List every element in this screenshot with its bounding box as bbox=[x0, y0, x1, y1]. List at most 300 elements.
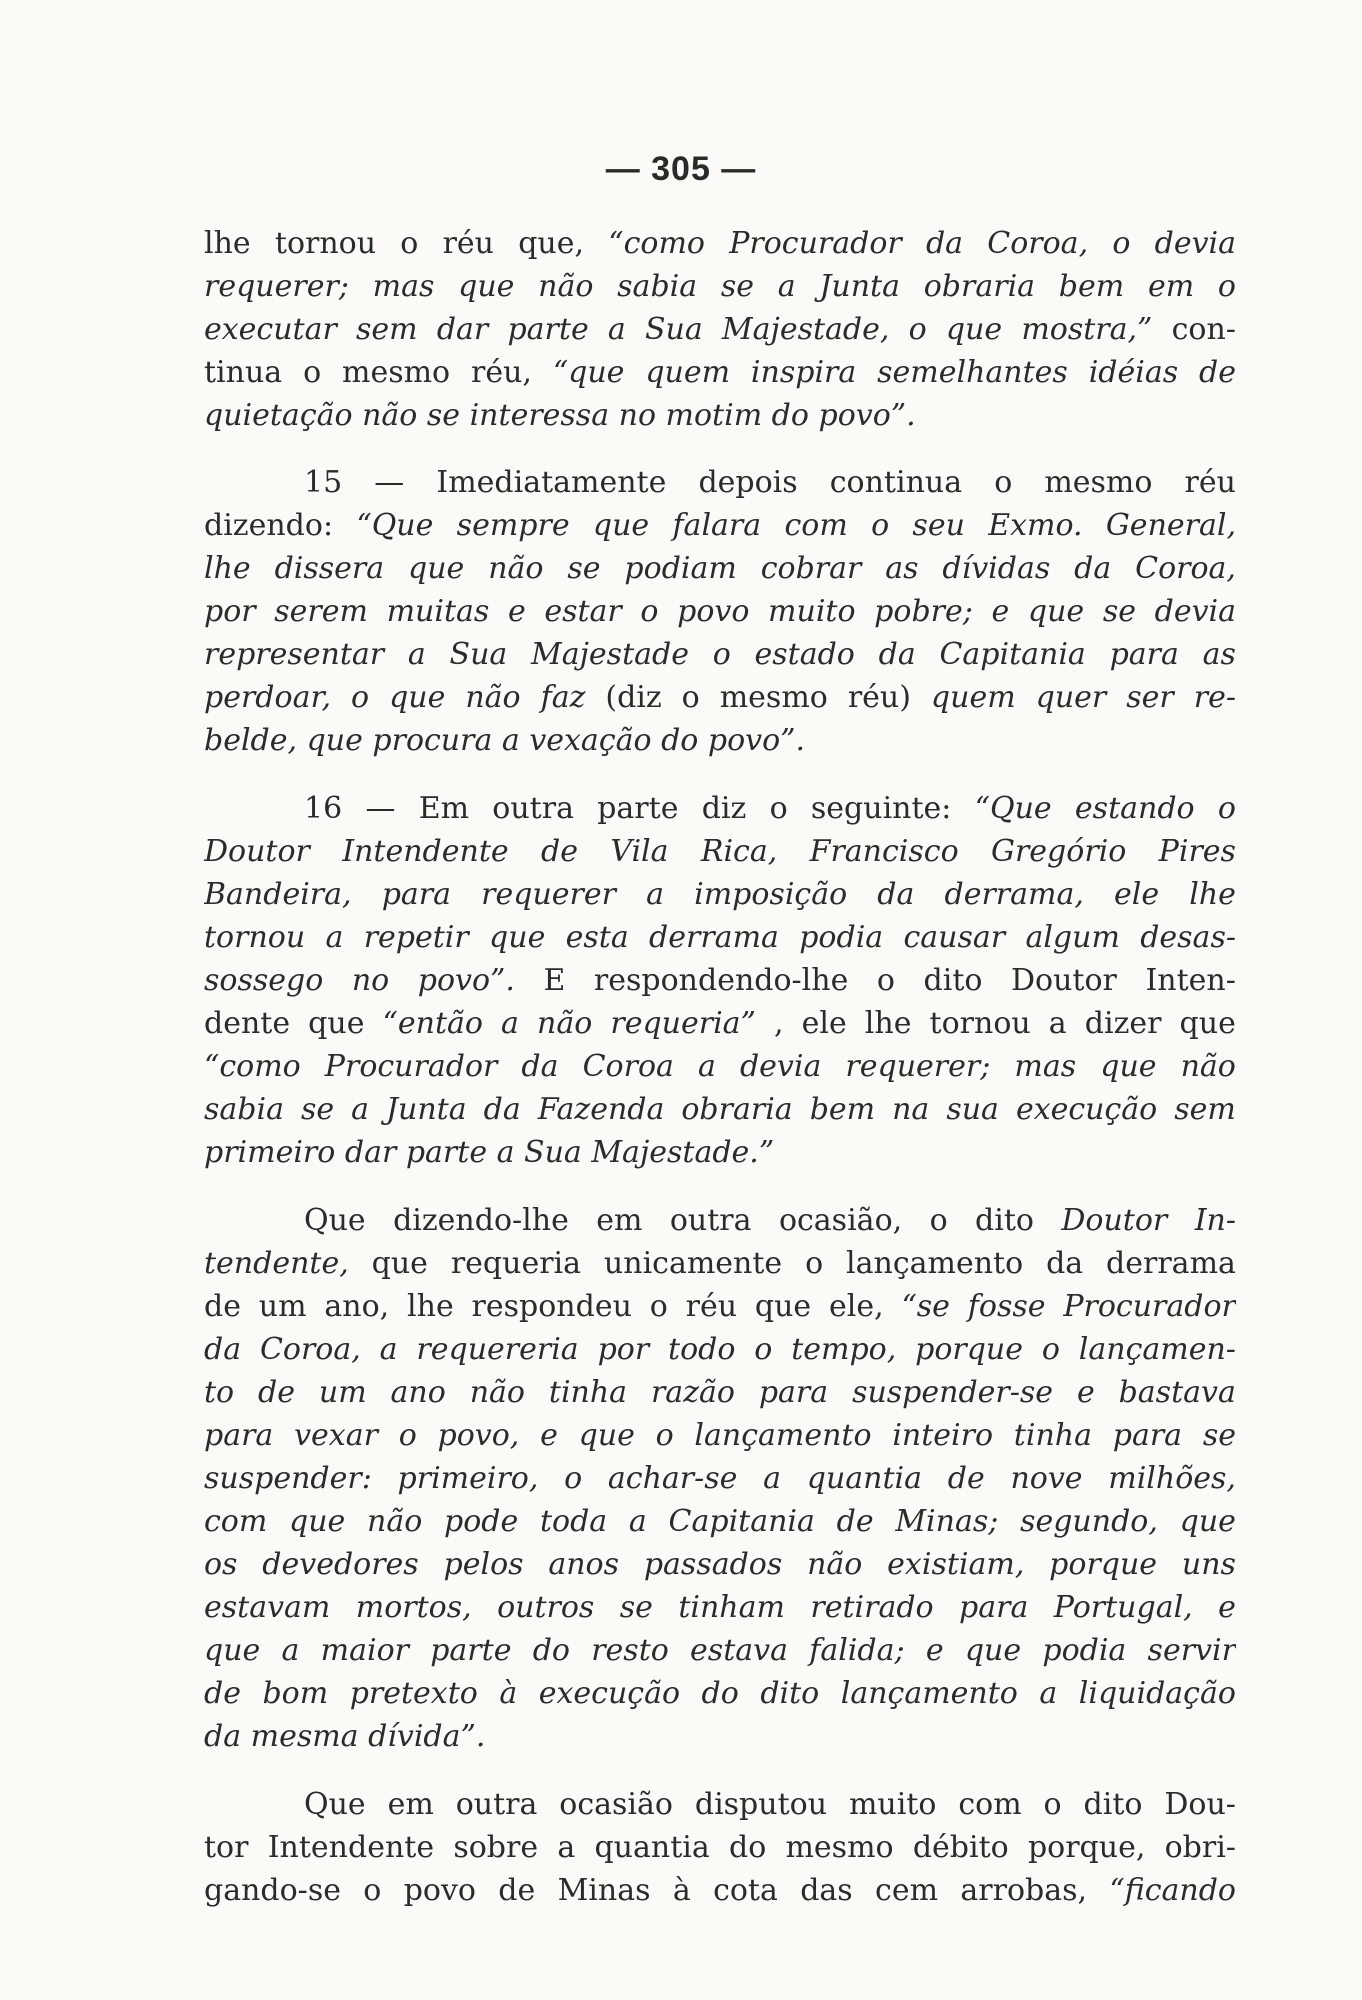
word: quantia bbox=[806, 1461, 923, 1496]
word: o bbox=[363, 1873, 382, 1908]
word: cota bbox=[713, 1873, 778, 1908]
word: mesmo bbox=[1044, 465, 1153, 500]
word: Dou- bbox=[1164, 1787, 1236, 1822]
word: com bbox=[204, 1504, 268, 1539]
word: faz bbox=[540, 680, 586, 715]
word: Majestade bbox=[531, 637, 689, 672]
text-segment: belde, que procura a vexação do povo”. bbox=[204, 723, 806, 758]
word: que bbox=[578, 1418, 635, 1453]
word: o bbox=[1217, 791, 1236, 826]
word: ano bbox=[390, 1375, 446, 1410]
word: do bbox=[532, 1633, 570, 1668]
text-line bbox=[204, 1414, 1236, 1458]
word: a bbox=[697, 1049, 716, 1084]
text-line bbox=[204, 1045, 1236, 1089]
word: o bbox=[908, 312, 927, 347]
word: quem bbox=[645, 355, 731, 390]
word: tinham bbox=[678, 1590, 785, 1625]
word: muito bbox=[848, 1787, 937, 1822]
text-line bbox=[204, 394, 1236, 438]
word: milhões, bbox=[1108, 1461, 1236, 1496]
word: tinha bbox=[1013, 1418, 1092, 1453]
word: executar bbox=[204, 312, 337, 347]
word: estado bbox=[754, 637, 855, 672]
word: o bbox=[871, 508, 890, 543]
word: da bbox=[521, 1049, 559, 1084]
word: servir bbox=[1147, 1633, 1236, 1668]
word: arrobas, bbox=[960, 1873, 1088, 1908]
word: podia bbox=[799, 920, 884, 955]
text-line bbox=[204, 308, 1236, 352]
word: re- bbox=[1193, 680, 1236, 715]
text-segment: primeiro dar parte a Sua Majestade.” bbox=[204, 1135, 775, 1170]
word: derrama bbox=[1106, 1246, 1236, 1281]
word: Portugal, bbox=[1053, 1590, 1193, 1625]
word: réu bbox=[685, 1289, 738, 1324]
word: anos bbox=[548, 1547, 620, 1582]
word: e bbox=[925, 1633, 944, 1668]
word: depois bbox=[698, 465, 798, 500]
word: e bbox=[1218, 1590, 1236, 1625]
word: quer bbox=[1035, 680, 1107, 715]
word: esta bbox=[565, 920, 629, 955]
word: “como bbox=[204, 1049, 301, 1084]
word: quem bbox=[930, 680, 1016, 715]
word: ocasião, bbox=[778, 1203, 903, 1238]
text-line bbox=[204, 916, 1236, 960]
text-line bbox=[204, 1002, 1236, 1046]
word: Coroa, bbox=[1135, 551, 1236, 586]
word: se bbox=[300, 1092, 335, 1127]
word: para bbox=[381, 877, 452, 912]
word: pobre; bbox=[874, 594, 973, 629]
text-line bbox=[204, 590, 1236, 634]
text-line bbox=[204, 1869, 1236, 1913]
text-line bbox=[204, 719, 1236, 763]
word: ano, bbox=[324, 1289, 390, 1324]
word: réu bbox=[1184, 465, 1236, 500]
word: nove bbox=[1010, 1461, 1083, 1496]
word: gando-se bbox=[204, 1873, 341, 1908]
word: a bbox=[777, 269, 796, 304]
word: muitas bbox=[386, 594, 490, 629]
word: Gregório bbox=[991, 834, 1127, 869]
text-line bbox=[304, 1199, 1236, 1243]
word: Bandeira, bbox=[204, 877, 352, 912]
word: algum bbox=[1025, 920, 1120, 955]
word: do bbox=[728, 1830, 767, 1865]
word: parte bbox=[597, 791, 679, 826]
word: passados bbox=[643, 1547, 783, 1582]
word: Intendente bbox=[267, 1830, 435, 1865]
word: que bbox=[489, 920, 546, 955]
word: o bbox=[351, 680, 370, 715]
word: serem bbox=[274, 594, 368, 629]
word: de bbox=[541, 834, 578, 869]
word: lançamento bbox=[694, 1418, 872, 1453]
text-line bbox=[204, 504, 1236, 548]
word: Procurador bbox=[729, 226, 902, 261]
word: réu, bbox=[470, 355, 532, 390]
word: requeria bbox=[450, 1246, 582, 1281]
word: não bbox=[465, 680, 521, 715]
word: para bbox=[1112, 1418, 1183, 1453]
word: semelhantes bbox=[877, 355, 1068, 390]
word: respondendo-lhe bbox=[593, 963, 849, 998]
word: estando bbox=[1074, 791, 1195, 826]
word: suspender: bbox=[204, 1461, 372, 1496]
word: derrama bbox=[649, 920, 779, 955]
word: obraria bbox=[923, 269, 1036, 304]
word: por bbox=[204, 594, 256, 629]
word: que bbox=[592, 508, 650, 543]
word: inteiro bbox=[892, 1418, 994, 1453]
word: com bbox=[958, 1787, 1022, 1822]
word: to bbox=[204, 1375, 235, 1410]
word: a bbox=[763, 1461, 782, 1496]
word: não bbox=[537, 1006, 593, 1041]
word: não bbox=[488, 551, 544, 586]
word: dizendo: bbox=[204, 508, 334, 543]
word: na bbox=[892, 1092, 930, 1127]
text-line bbox=[204, 1242, 1236, 1286]
word: dizendo-lhe bbox=[393, 1203, 569, 1238]
word: Intendente bbox=[342, 834, 509, 869]
word: perdoar, bbox=[204, 680, 332, 715]
word: dito bbox=[1083, 1787, 1143, 1822]
word: réu) bbox=[847, 680, 911, 715]
text-line bbox=[204, 1131, 1236, 1175]
word: ele, bbox=[828, 1289, 884, 1324]
word: se bbox=[1102, 594, 1136, 629]
word: o bbox=[876, 963, 895, 998]
word: mesmo bbox=[785, 1830, 894, 1865]
word: Minas; bbox=[895, 1504, 999, 1539]
text-line bbox=[204, 830, 1236, 874]
word: obri- bbox=[1164, 1830, 1236, 1865]
word: seu bbox=[912, 508, 965, 543]
text-line bbox=[204, 1543, 1236, 1587]
word: suspender-se bbox=[852, 1375, 1054, 1410]
word: de bbox=[204, 1676, 241, 1711]
word: Junta bbox=[819, 269, 900, 304]
word: dito bbox=[760, 1676, 820, 1711]
text-line bbox=[204, 959, 1236, 1003]
word: e bbox=[991, 594, 1010, 629]
word: débito bbox=[912, 1830, 1009, 1865]
word: mortos, bbox=[355, 1590, 472, 1625]
word: cem bbox=[875, 1873, 939, 1908]
word: Capitania bbox=[939, 637, 1086, 672]
word: Doutor bbox=[204, 834, 310, 869]
word: não bbox=[367, 1504, 423, 1539]
word: povo”. bbox=[417, 963, 515, 998]
word: o bbox=[769, 791, 788, 826]
word: obraria bbox=[681, 1092, 793, 1127]
word: bom bbox=[262, 1676, 329, 1711]
word: Majestade, bbox=[721, 312, 890, 347]
word: da bbox=[1046, 1246, 1084, 1281]
word: a bbox=[1048, 1006, 1067, 1041]
word: cobrar bbox=[760, 551, 862, 586]
word: Junta bbox=[386, 1092, 467, 1127]
word: que bbox=[289, 1504, 346, 1539]
word: achar-se bbox=[607, 1461, 738, 1496]
word: podia bbox=[1042, 1633, 1127, 1668]
word: Capitania bbox=[668, 1504, 815, 1539]
text-segment: quietação não se interessa no motim do povo”. bbox=[204, 398, 916, 433]
word: o bbox=[1041, 1332, 1060, 1367]
word: mesmo bbox=[719, 680, 828, 715]
word: requeria” bbox=[610, 1006, 756, 1041]
word: tornou bbox=[929, 1006, 1031, 1041]
word: de bbox=[836, 1504, 874, 1539]
word: Coroa, bbox=[259, 1332, 361, 1367]
word: o bbox=[564, 1461, 583, 1496]
word: retirado bbox=[810, 1590, 934, 1625]
word: todo bbox=[668, 1332, 736, 1367]
word: o bbox=[805, 1246, 824, 1281]
word: de bbox=[258, 1375, 295, 1410]
word: lhe bbox=[407, 1289, 454, 1324]
word: e bbox=[507, 594, 526, 629]
word: a bbox=[557, 1830, 576, 1865]
text-segment: da mesma dívida”. bbox=[204, 1719, 486, 1754]
word: não bbox=[807, 1547, 863, 1582]
word: Exmo. bbox=[988, 508, 1083, 543]
word: pelos bbox=[443, 1547, 524, 1582]
word: que, bbox=[518, 226, 585, 261]
word: devia bbox=[739, 1049, 822, 1084]
word: idéias bbox=[1088, 355, 1179, 390]
word: o bbox=[994, 465, 1013, 500]
word: o bbox=[681, 680, 700, 715]
word: ocasião bbox=[559, 1787, 673, 1822]
word: tempo, bbox=[791, 1332, 897, 1367]
word: Pires bbox=[1158, 834, 1236, 869]
word: sua bbox=[946, 1092, 999, 1127]
word: Sua bbox=[449, 637, 508, 672]
word: outra bbox=[492, 791, 574, 826]
word: o bbox=[712, 637, 731, 672]
word: requereria bbox=[416, 1332, 579, 1367]
word: tornou bbox=[274, 226, 377, 261]
text-line bbox=[204, 1328, 1236, 1372]
text-line bbox=[304, 1783, 1236, 1827]
text-line bbox=[204, 265, 1236, 309]
word: sabia bbox=[617, 269, 698, 304]
word: sossego bbox=[204, 963, 324, 998]
word: lhe bbox=[864, 1006, 912, 1041]
word: porque bbox=[1049, 1547, 1158, 1582]
word: para bbox=[959, 1590, 1029, 1625]
word: de bbox=[498, 1873, 536, 1908]
word: falara bbox=[672, 508, 762, 543]
word: parte bbox=[430, 1633, 512, 1668]
word: requerer; bbox=[845, 1049, 991, 1084]
word: se bbox=[567, 551, 601, 586]
word: de bbox=[1199, 355, 1236, 390]
word: dito bbox=[975, 1203, 1034, 1238]
text-line bbox=[204, 1285, 1236, 1329]
word: sem bbox=[1174, 1092, 1236, 1127]
word: Rica, bbox=[700, 834, 778, 869]
word: porque, bbox=[1027, 1830, 1146, 1865]
word: estavam bbox=[204, 1590, 331, 1625]
word: quantia bbox=[594, 1830, 710, 1865]
word: não bbox=[1180, 1049, 1236, 1084]
word: tornou bbox=[204, 920, 306, 955]
word: E bbox=[543, 963, 566, 998]
word: que bbox=[1027, 594, 1085, 629]
word: a bbox=[407, 637, 426, 672]
word: toda bbox=[539, 1504, 608, 1539]
word: mostra,” bbox=[1021, 312, 1153, 347]
word: desas- bbox=[1140, 920, 1236, 955]
word: o bbox=[1112, 226, 1131, 261]
word: réu bbox=[442, 226, 494, 261]
word: estava bbox=[690, 1633, 788, 1668]
text-line bbox=[204, 1826, 1236, 1870]
word: o bbox=[1217, 269, 1236, 304]
word: razão bbox=[650, 1375, 735, 1410]
word: resto bbox=[591, 1633, 669, 1668]
word: Minas bbox=[557, 1873, 651, 1908]
word: derrama, bbox=[944, 877, 1084, 912]
word: General, bbox=[1105, 508, 1236, 543]
word: dívidas bbox=[942, 551, 1051, 586]
word: “Que bbox=[974, 791, 1052, 826]
word: à bbox=[499, 1676, 518, 1711]
word: a bbox=[1039, 1676, 1058, 1711]
word: sabia bbox=[204, 1092, 284, 1127]
word: Em bbox=[418, 791, 470, 826]
word: estar bbox=[544, 594, 622, 629]
word: para bbox=[1109, 637, 1179, 672]
word: as bbox=[1202, 637, 1236, 672]
word: requerer; bbox=[204, 269, 349, 304]
word: devia bbox=[1154, 594, 1236, 629]
text-line bbox=[204, 1629, 1236, 1673]
word: seguinte: bbox=[810, 791, 952, 826]
word: da bbox=[1074, 551, 1112, 586]
word: da bbox=[877, 877, 915, 912]
word: tinua bbox=[204, 355, 283, 390]
word: que bbox=[1179, 1504, 1236, 1539]
word: que bbox=[204, 1633, 261, 1668]
word: tor bbox=[204, 1830, 249, 1865]
word: que bbox=[754, 1289, 812, 1324]
word: lançamen- bbox=[1078, 1332, 1236, 1367]
word: dizer bbox=[1084, 1006, 1162, 1041]
word: ele bbox=[1114, 877, 1160, 912]
word: outros bbox=[497, 1590, 595, 1625]
word: o bbox=[1043, 1787, 1062, 1822]
word: devia bbox=[1154, 226, 1236, 261]
word: tendente, bbox=[204, 1246, 349, 1281]
word: porque bbox=[915, 1332, 1024, 1367]
word: em bbox=[596, 1203, 643, 1238]
word: sem bbox=[356, 312, 418, 347]
text-line bbox=[204, 1715, 1236, 1759]
word: o bbox=[929, 1203, 948, 1238]
word: de bbox=[947, 1461, 985, 1496]
word: que bbox=[389, 680, 446, 715]
word: sobre bbox=[453, 1830, 539, 1865]
word: pretexto bbox=[349, 1676, 478, 1711]
word: que bbox=[371, 1246, 428, 1281]
word: da bbox=[925, 226, 964, 261]
word: se bbox=[720, 269, 755, 304]
word: as bbox=[885, 551, 919, 586]
word: da bbox=[204, 1332, 242, 1367]
word: a bbox=[607, 312, 626, 347]
word: “como bbox=[608, 226, 705, 261]
word: a bbox=[325, 920, 344, 955]
word: à bbox=[672, 1873, 691, 1908]
word: parte bbox=[507, 312, 589, 347]
word: por bbox=[597, 1332, 650, 1367]
word: bem bbox=[1058, 269, 1125, 304]
word: o bbox=[640, 594, 659, 629]
word: Imediatamente bbox=[436, 465, 667, 500]
word: que bbox=[308, 1006, 365, 1041]
word: — bbox=[374, 465, 405, 500]
word: “que bbox=[552, 355, 625, 390]
word: para bbox=[204, 1418, 274, 1453]
word: o bbox=[398, 1418, 417, 1453]
word: Que bbox=[304, 1203, 366, 1238]
word: “ficando bbox=[1109, 1873, 1236, 1908]
word: causar bbox=[903, 920, 1006, 955]
word: que bbox=[1100, 1049, 1157, 1084]
word: ser bbox=[1126, 680, 1174, 715]
word: fosse bbox=[967, 1289, 1046, 1324]
word: 16 bbox=[304, 791, 343, 826]
word: mas bbox=[1014, 1049, 1077, 1084]
word: que bbox=[408, 551, 465, 586]
word: para bbox=[758, 1375, 829, 1410]
word: a bbox=[501, 1006, 519, 1041]
word: e bbox=[540, 1418, 558, 1453]
text-line bbox=[204, 1371, 1236, 1415]
word: In- bbox=[1194, 1203, 1236, 1238]
word: lançamento bbox=[840, 1676, 1018, 1711]
word: Fazenda bbox=[537, 1092, 665, 1127]
word: que bbox=[458, 269, 515, 304]
word: podiam bbox=[624, 551, 737, 586]
word: “Que bbox=[356, 508, 434, 543]
word: em bbox=[387, 1787, 434, 1822]
word: o bbox=[303, 355, 322, 390]
word: devedores bbox=[262, 1547, 419, 1582]
word: a bbox=[281, 1633, 300, 1668]
word: das bbox=[800, 1873, 853, 1908]
word: Inten- bbox=[1145, 963, 1236, 998]
word: de bbox=[204, 1289, 241, 1324]
word: — bbox=[365, 791, 396, 826]
word: execução bbox=[538, 1676, 681, 1711]
word: Procurador bbox=[1063, 1289, 1236, 1324]
word: diz bbox=[701, 791, 747, 826]
text-line bbox=[204, 1457, 1236, 1501]
word: bem bbox=[809, 1092, 876, 1127]
text-line bbox=[204, 1586, 1236, 1630]
word: repetir bbox=[363, 920, 469, 955]
word: lhe bbox=[204, 551, 251, 586]
word: Coroa bbox=[582, 1049, 674, 1084]
word: o bbox=[400, 226, 419, 261]
